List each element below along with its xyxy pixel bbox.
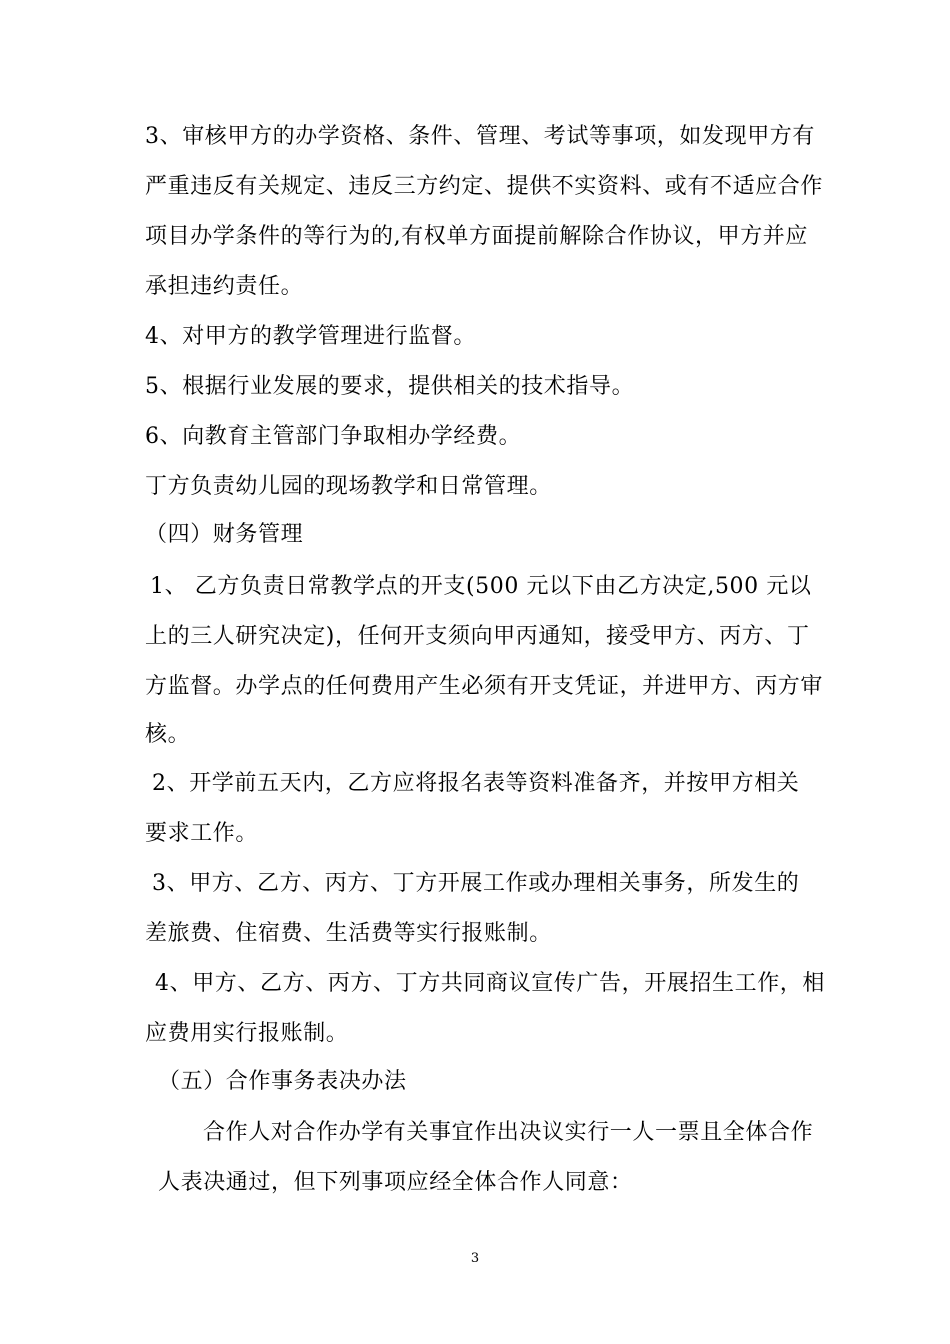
text-line: 差旅费、住宿费、生活费等实行报账制。 (145, 921, 552, 946)
text-line: 1、 乙方负责日常教学点的开支(500 元以下由乙方决定,500 元以 (150, 574, 812, 599)
text-line: 4、对甲方的教学管理进行监督。 (145, 324, 476, 349)
text-line: 应费用实行报账制。 (145, 1021, 349, 1046)
text-line: 合作人对合作办学有关事宜作出决议实行一人一票且全体合作 (203, 1120, 814, 1145)
text-line: 方监督。办学点的任何费用产生必须有开支凭证，并进甲方、丙方审 (145, 674, 824, 699)
text-line: 承担违约责任。 (145, 274, 304, 299)
text-line: 5、根据行业发展的要求，提供相关的技术指导。 (145, 374, 635, 399)
text-line: 3、审核甲方的办学资格、条件、管理、考试等事项，如发现甲方有 (145, 124, 815, 149)
text-line: 丁方负责幼儿园的现场教学和日常管理。 (145, 474, 552, 499)
page-number: 3 (470, 1251, 480, 1266)
text-line: 项目办学条件的等行为的,有权单方面提前解除合作协议，甲方并应 (145, 224, 808, 249)
section-heading: （五）合作事务表决办法 (158, 1069, 407, 1094)
text-line: 要求工作。 (145, 821, 259, 846)
text-line: 严重违反有关规定、违反三方约定、提供不实资料、或有不适应合作 (145, 174, 824, 199)
text-line: 核。 (145, 722, 191, 747)
text-line: 人表决通过，但下列事项应经全体合作人同意： (158, 1170, 633, 1195)
text-line: 2、开学前五天内，乙方应将报名表等资料准备齐，并按甲方相关 (152, 771, 800, 796)
text-line: 3、甲方、乙方、丙方、丁方开展工作或办理相关事务，所发生的 (152, 871, 800, 896)
text-line: 上的三人研究决定)，任何开支须向甲丙通知，接受甲方、丙方、丁 (145, 624, 810, 649)
text-line: 4、甲方、乙方、丙方、丁方共同商议宣传广告，开展招生工作，相 (155, 971, 825, 996)
section-heading: （四）财务管理 (145, 522, 304, 547)
text-line: 6、向教育主管部门争取相办学经费。 (145, 424, 522, 449)
